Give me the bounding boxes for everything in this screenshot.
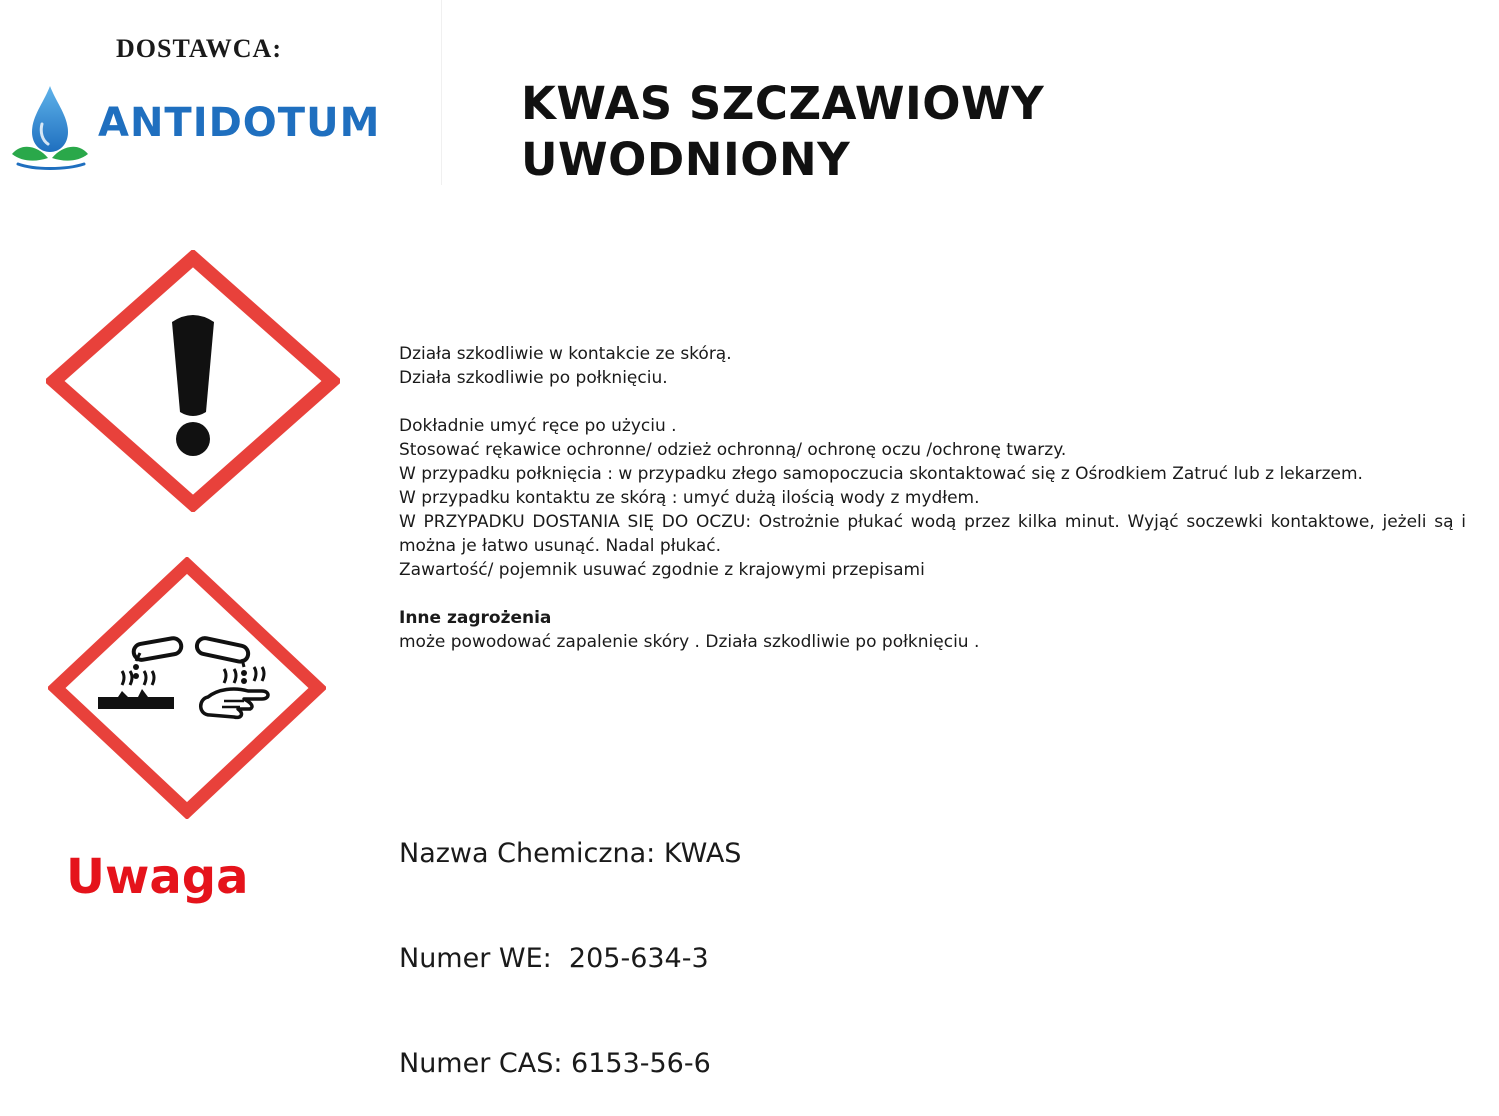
ec-number: Numer WE: 205-634-3 [399, 943, 709, 974]
hazard-statement: Działa szkodliwie w kontakcie ze skórą. [399, 344, 732, 364]
other-hazards-text: może powodować zapalenie skóry . Działa szkodliwie po połknięciu . [399, 632, 980, 652]
corrosion-icon [48, 557, 326, 819]
spacer [399, 390, 1466, 414]
spacer [399, 582, 1466, 606]
precautionary-statement: Zawartość/ pojemnik usuwać zgodnie z krajowymi przepisami [399, 560, 925, 580]
precautionary-statement: W PRZYPADKU DOSTANIA SIĘ DO OCZU: Ostrożnie płukać wodą przez kilka minut. Wyjąć soczewki kontaktowe, jeżeli są i można je łatwo usunąć. Nadal płukać. [399, 512, 1466, 556]
product-title [521, 76, 1044, 188]
product-title-line2: UWODNIONY [521, 133, 851, 186]
precautionary-statement: W przypadku kontaktu ze skórą : umyć dużą ilością wody z mydłem. [399, 488, 980, 508]
signal-word: Uwaga [66, 849, 249, 905]
chemical-name: Nazwa Chemiczna: KWAS [399, 838, 742, 869]
logo-text: ANTIDOTUM [98, 100, 381, 146]
chemical-identifiers [399, 766, 741, 1116]
precautionary-statement: Dokładnie umyć ręce po użyciu . [399, 416, 677, 436]
corrosion-pictogram [48, 557, 326, 819]
cas-number: Numer CAS: 6153-56-6 [399, 1048, 711, 1079]
precautionary-statement: W przypadku połknięcia : w przypadku złego samopoczucia skontaktować się z Ośrodkiem Zatruć lub z lekarzem. [399, 464, 1363, 484]
supplier-label: DOSTAWCA: [116, 34, 282, 63]
other-hazards-heading: Inne zagrożenia [399, 608, 552, 628]
exclamation-pictogram [46, 250, 340, 512]
exclamation-mark-icon [46, 250, 340, 512]
precautionary-statement: Stosować rękawice ochronne/ odzież ochronną/ ochronę oczu /ochronę twarzy. [399, 440, 1067, 460]
supplier-logo [8, 84, 428, 174]
water-drop-leaves-icon [8, 84, 98, 174]
header-divider [441, 0, 442, 185]
hazard-statement: Działa szkodliwie po połknięciu. [399, 368, 668, 388]
product-title-line1: KWAS SZCZAWIOWY [521, 77, 1045, 130]
hazard-text-block [399, 342, 1466, 654]
